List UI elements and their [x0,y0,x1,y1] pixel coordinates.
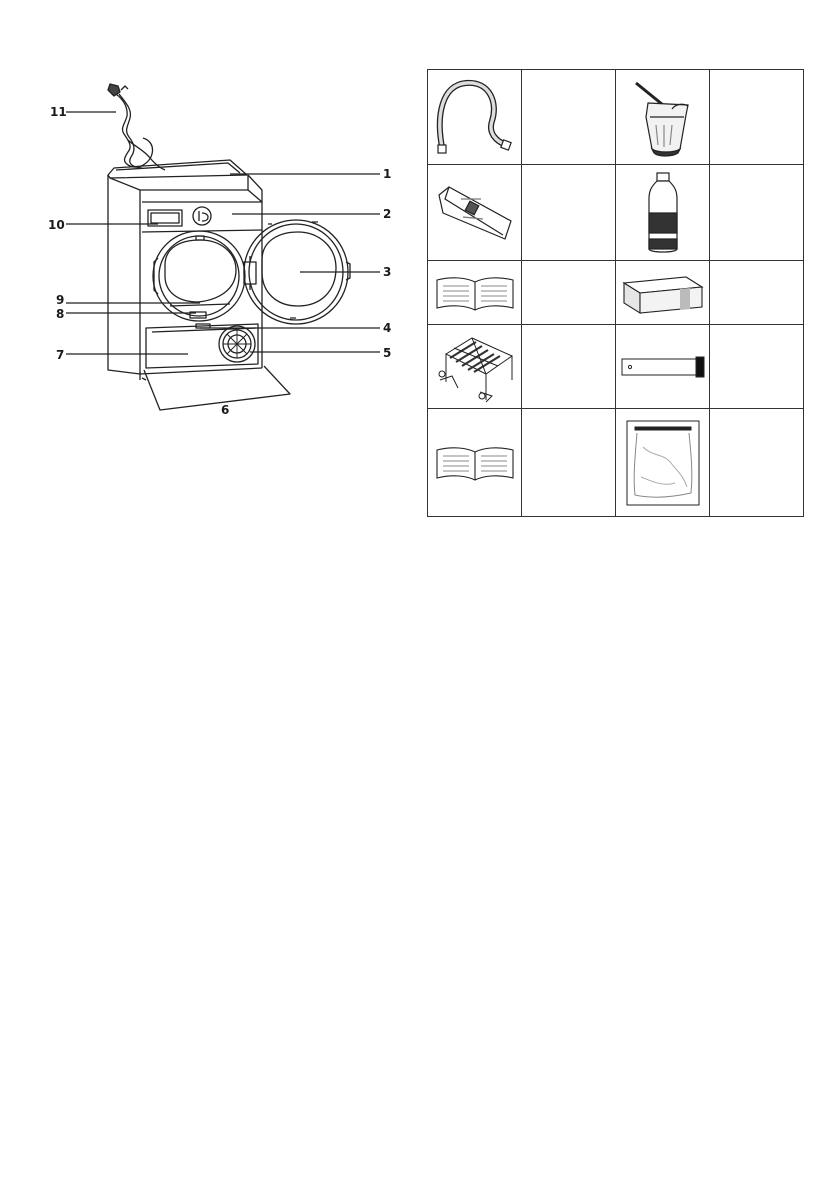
callout-8: 8 [56,307,65,321]
accessory-description [522,261,616,325]
drying-rack-icon [432,330,518,404]
dryer-illustration [0,0,420,440]
accessory-cell [428,261,522,325]
callout-6: 6 [221,403,230,417]
callout-4: 4 [383,321,392,335]
callout-9: 9 [56,293,65,307]
power-cord [108,84,165,170]
callout-1: 1 [383,167,392,181]
water-tank-filler-icon [628,75,698,159]
accessory-cell [428,70,522,165]
accessory-cell [616,409,710,517]
drain-hose-icon [432,75,518,159]
manual-booklet-icon [433,442,517,484]
accessory-cell [428,165,522,261]
accessory-description [710,409,804,517]
accessories-table [427,69,804,517]
accessory-cell [428,325,522,409]
callout-11: 11 [50,105,67,119]
door-opening [153,231,245,321]
accessory-cell [616,261,710,325]
manual-booklet-icon [433,272,517,314]
label-strip-icon [620,355,706,379]
condenser-cover [146,324,258,368]
accessory-description [710,70,804,165]
callout-5: 5 [383,346,392,360]
accessory-description [710,261,804,325]
control-panel [142,202,262,232]
accessory-cell [616,70,710,165]
sponge-filter-icon [433,177,517,249]
accessory-cell [616,165,710,261]
accessory-description [522,409,616,517]
accessory-cell [428,409,522,517]
accessory-description [522,165,616,261]
plastic-bag-icon [623,417,703,509]
callout-3: 3 [383,265,392,279]
product-box-icon [620,269,706,317]
liquid-bottle-icon [643,169,683,257]
accessory-description [710,325,804,409]
callout-7: 7 [56,348,65,362]
accessory-description [522,325,616,409]
accessory-description [710,165,804,261]
accessory-description [522,70,616,165]
accessory-cell [616,325,710,409]
callout-2: 2 [383,207,392,221]
callout-10: 10 [48,218,65,232]
